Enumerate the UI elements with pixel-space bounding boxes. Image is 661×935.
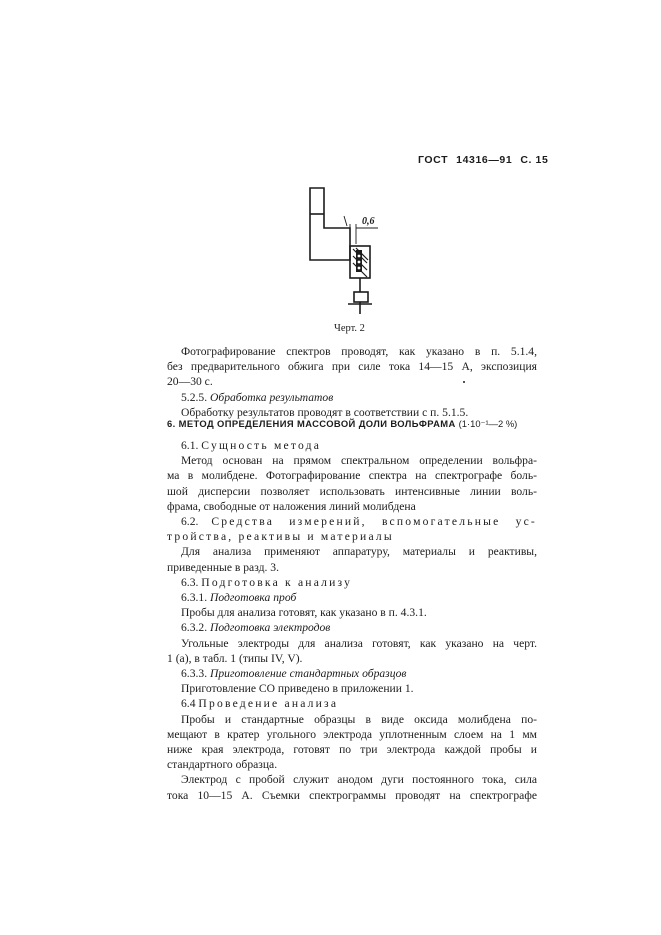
electrode-base: [354, 292, 368, 302]
page-speck: [463, 381, 465, 383]
section-6-body: 6.1. Сущность метода Метод основан на прямом спектральном определении вольфра- ма в молибдене. Фотографирование спектра на спектрографе боль- шой дисперсии позволяет использовать интенсивные линии воль- фрама, свободные от наложения линий молибдена 6.2. Средства измерений, вспомогательные ус- тройства, реактивы и материалы Для анализа применяют аппаратуру, материалы и реактивы, приведенные в разд. 3. 6.3. Подготовка к анализу 6.3.1. Подготовка проб Пробы для анализа готовят, как указано в п. 4.3.1. 6.3.2. Подготовка электродов Угольные электроды для анализа готовят, как указано на черт. 1 (а), в табл. 1 (типы IV, V). 6.3.3. Приготовление стандартных образцов Приготовление СО приведено в приложении 1. 6.4 Проведение анализа Пробы и стандартные образцы в виде оксида молибдена по- мещают в кратер угольного электрода уплотненным слоем на 1 мм ниже края электрода, готовят по три электрода каждой пробы и стандартного образца. Электрод с пробой служит анодом дуги постоянного тока, сила тока 10—15 А. Съемки спектрограммы проводят на спектрографе: [167, 439, 537, 802]
electrode-holder-outline: [310, 188, 350, 260]
paragraph-photographing: Фотографирование спектров проводят, как указано в п. 5.1.4, без предварительного обжига при силе тока 14—15 А, экспозиция 20—30 с. 5.2.5. Обработка результатов Обработку результатов проводят в соответствии с п. 5.1.5.: [167, 345, 537, 419]
page-header: [418, 154, 556, 166]
page-number: С. 15: [520, 154, 549, 166]
standard-name: ГОСТ: [418, 154, 449, 166]
section-heading: 6. МЕТОД ОПРЕДЕЛЕНИЯ МАССОВОЙ ДОЛИ ВОЛЬФРАМА (1·10⁻¹—2 %): [167, 418, 518, 429]
standard-number: 14316—91: [456, 154, 513, 166]
dimension-label: 0,6: [362, 216, 375, 227]
electrode-drawing: [298, 186, 408, 316]
figure-caption: Черт. 2: [334, 323, 365, 334]
